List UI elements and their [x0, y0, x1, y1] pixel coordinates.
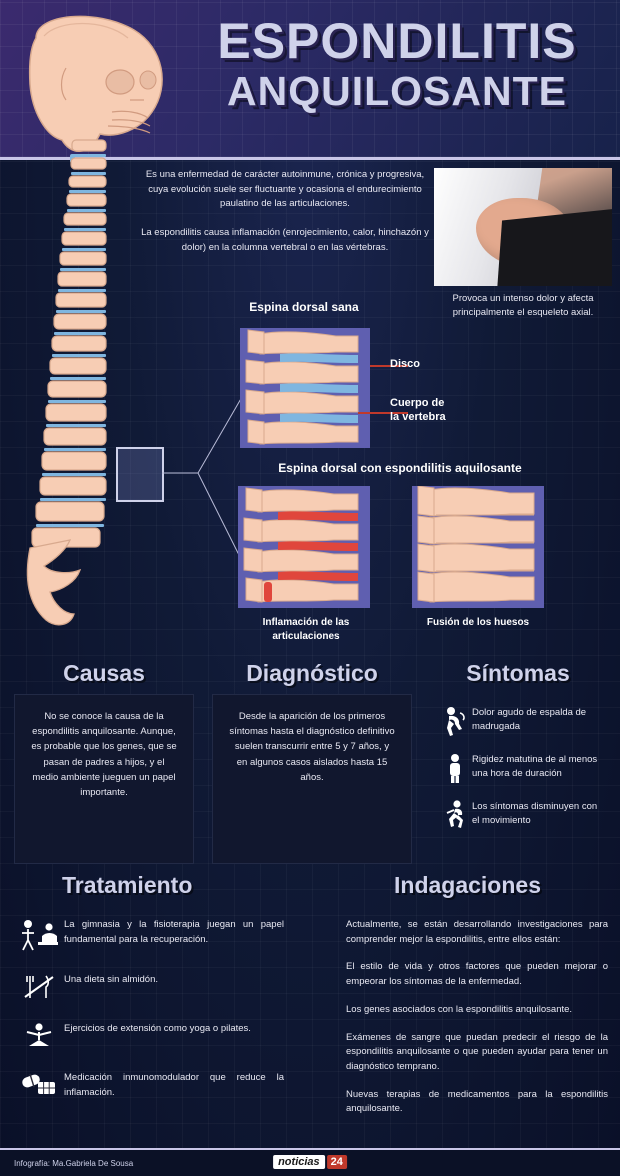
inflammation-caption-line-2: articulaciones	[272, 630, 340, 642]
logo-text: noticias	[273, 1155, 325, 1169]
logo-number: 24	[327, 1155, 347, 1169]
causes-panel	[14, 694, 194, 864]
no-starch-icon	[14, 973, 64, 1006]
yoga-icon	[14, 1022, 64, 1055]
symptom-item	[438, 800, 598, 835]
photo-shadow	[496, 208, 612, 286]
intro-text	[140, 168, 430, 270]
spine-zoom-marker	[116, 447, 164, 502]
diagnosis-body: Desde la aparición de los primeros síntomas hasta el diagnóstico definitivo suelen transcurrir entre 5 y 7 años, y en algunos casos aislados hasta 15 años.	[229, 711, 395, 783]
physiotherapy-icon	[14, 918, 64, 957]
symptom-item	[438, 753, 598, 788]
footer-credit: Infografía: Ma.Gabriela De Sousa	[14, 1159, 134, 1168]
treatment-text: La gimnasia y la fisioterapia juegan un papel fundamental para la recuperación.	[64, 919, 284, 945]
fusion-diagram	[412, 486, 544, 608]
page-title	[182, 13, 612, 114]
title-line-2: ANQUILOSANTE	[227, 68, 567, 114]
research-paragraph: Nuevas terapias de medicamentos para la espondilitis anquilosante.	[346, 1088, 608, 1115]
treatment-item	[14, 918, 284, 957]
treatment-text: Una dieta sin almidón.	[64, 974, 158, 985]
diagnosis-title: Diagnóstico	[246, 660, 378, 686]
person-running-icon	[438, 800, 472, 835]
treatment-item	[14, 1022, 284, 1055]
symptoms-title: Síntomas	[466, 660, 570, 686]
bottom-section	[0, 872, 620, 1152]
pills-icon	[14, 1071, 64, 1102]
healthy-spine-title: Espina dorsal sana	[249, 300, 359, 314]
intro-paragraph-2: La espondilitis causa inflamación (enrojecimiento, calor, hinchazón y dolor) en la columna vertebral o en las vértebras.	[141, 227, 429, 253]
photo-caption: Provoca un intenso dolor y afecta principalmente el esqueleto axial.	[452, 293, 594, 319]
person-back-pain-icon	[438, 706, 472, 741]
inflammation-caption	[236, 616, 376, 643]
inflammation-diagram	[238, 486, 370, 608]
diseased-spine-title: Espina dorsal con espondilitis aquilosante	[278, 461, 522, 475]
symptom-text: Los síntomas disminuyen con el movimiento	[472, 801, 598, 826]
research-list	[346, 918, 608, 1130]
disc-callout-label: Disco	[390, 358, 420, 370]
treatment-item	[14, 973, 284, 1006]
symptoms-list	[428, 694, 608, 857]
research-title: Indagaciones	[394, 872, 541, 898]
research-paragraph: Exámenes de sangre que puedan predecir el riesgo de la espondilitis anquilosante o que pueden ayudar para tener un diagnóstico temprano.	[346, 1031, 608, 1073]
inflammation-caption-line-1: Inflamación de las	[262, 617, 350, 628]
research-paragraph: Actualmente, se están desarrollando investigaciones para comprender mejor la espondilitis, entre ellos están:	[346, 919, 608, 945]
treatment-title: Tratamiento	[62, 872, 193, 898]
back-pain-photo	[434, 168, 612, 286]
treatment-item	[14, 1071, 284, 1102]
vertebra-callout-line-2: la vertebra	[390, 410, 446, 423]
treatment-text: Ejercicios de extensión como yoga o pilates.	[64, 1023, 251, 1034]
symptoms-panel	[428, 694, 608, 864]
symptom-text: Rigidez matutina de al menos una hora de duración	[472, 754, 598, 779]
noticias24-logo[interactable]	[273, 1155, 347, 1169]
symptom-text: Dolor agudo de espalda de madrugada	[472, 707, 587, 732]
healthy-spine-diagram	[240, 328, 370, 448]
diagnosis-panel	[212, 694, 412, 864]
research-paragraph: El estilo de vida y otros factores que pueden mejorar o empeorar los síntomas de la enfermedad.	[346, 961, 608, 988]
research-paragraph: Los genes asociados con la espondilitis anquilosante.	[346, 1003, 573, 1015]
diagram-connectors	[160, 345, 250, 565]
vertebra-callout-label	[390, 397, 446, 425]
intro-paragraph-1: Es una enfermedad de carácter autoinmune, crónica y progresiva, cuya evolución suele ser fluctuante y ocasiona el endurecimiento paulatino de las articulaciones.	[145, 169, 425, 210]
panels-section	[0, 660, 620, 870]
treatment-list	[14, 918, 284, 1118]
symptom-item	[438, 706, 598, 741]
person-standing-stiff-icon	[438, 753, 472, 788]
treatment-text: Medicación inmunomodulador que reduce la inflamación.	[64, 1072, 284, 1098]
fusion-caption: Fusión de los huesos	[426, 617, 530, 628]
vertebra-callout-line-1: Cuerpo de	[390, 397, 445, 409]
footer-bar	[0, 1148, 620, 1176]
causes-title: Causas	[63, 660, 145, 686]
causes-body: No se conoce la causa de la espondilitis anquilosante. Aunque, es probable que los genes, que se pasan de padres a hijos, y el medio ambiente jueguen un papel importante.	[31, 711, 177, 798]
title-line-1: ESPONDILITIS	[217, 13, 577, 69]
